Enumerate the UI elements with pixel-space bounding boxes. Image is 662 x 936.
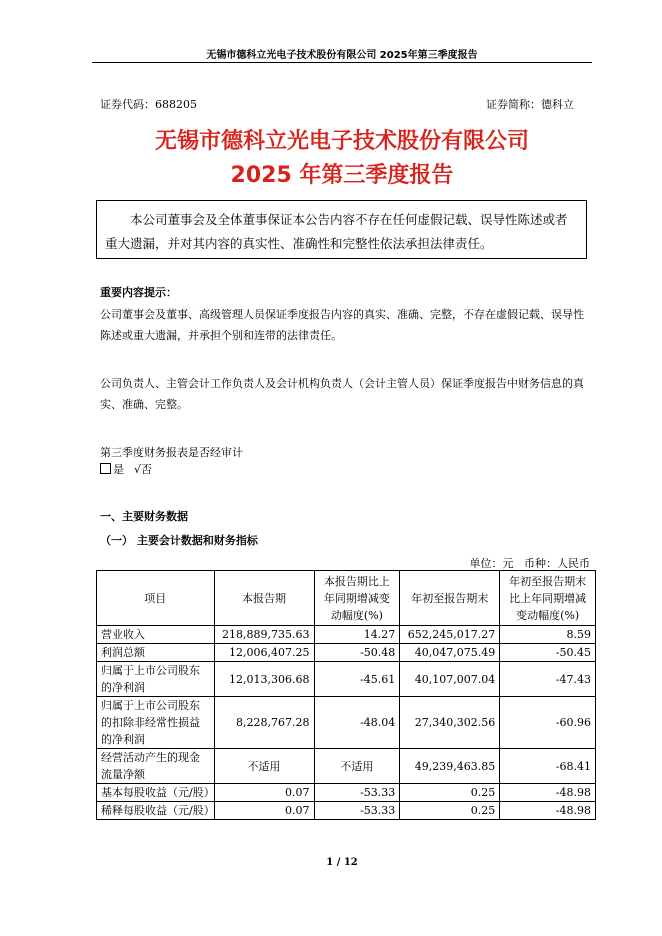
- report-title: 2025 年第三季度报告: [230, 163, 454, 188]
- option-yes: [100, 461, 124, 477]
- table-row: [97, 784, 596, 802]
- row-label: 归属于上市公司股东的扣除非经常性损益的净利润: [97, 697, 215, 749]
- row-label: 经营活动产生的现金流量净额: [97, 749, 215, 784]
- cell-value: 40,047,075.49: [400, 644, 500, 662]
- running-header: 无锡市德科立光电子技术股份有限公司 2025年第三季度报告: [206, 50, 478, 61]
- row-label: 利润总额: [97, 644, 215, 662]
- row-label: 归属于上市公司股东的净利润: [97, 662, 215, 697]
- row-label: 营业收入: [97, 626, 215, 644]
- table-row: [97, 697, 596, 749]
- cell-value: 652,245,017.27: [400, 626, 500, 644]
- security-code: 证券代码：688205: [100, 98, 197, 111]
- header-current-change: 本报告期比上年同期增减变动幅度(%): [314, 571, 400, 626]
- table-header-row: [97, 571, 596, 626]
- cell-value: -50.45: [500, 644, 596, 662]
- table-row: [97, 802, 596, 820]
- board-notice-box: 本公司董事会及全体董事保证本公告内容不存在任何虚假记载、误导性陈述或者重大遗漏，并对其内容的真实性、准确性和完整性依法承担法律责任。: [96, 200, 587, 259]
- cell-value: 8.59: [500, 626, 596, 644]
- currency-label: 币种：人民币: [524, 557, 590, 570]
- important-heading: 重要内容提示：: [100, 286, 177, 299]
- cell-value: -68.41: [500, 749, 596, 784]
- financial-data-table: [96, 570, 596, 820]
- header-ytd: 年初至报告期末: [400, 571, 500, 626]
- audit-question: 第三季度财务报表是否经审计: [100, 446, 243, 459]
- important-paragraph-1: 公司董事会及董事、高级管理人员保证季度报告内容的真实、准确、完整，不存在虚假记载、误导性陈述或重大遗漏，并承担个别和连带的法律责任。: [100, 308, 584, 342]
- table-row: [97, 662, 596, 697]
- table-row: [97, 749, 596, 784]
- header-ytd-change: 年初至报告期末比上年同期增减变动幅度(%): [500, 571, 596, 626]
- option-no-label: √否: [134, 463, 153, 476]
- cell-value: -47.43: [500, 662, 596, 697]
- audit-options: [100, 461, 152, 477]
- cell-value: 27,340,302.56: [400, 697, 500, 749]
- cell-value: 不适用: [314, 749, 400, 784]
- cell-value: -48.98: [500, 784, 596, 802]
- checkbox-icon: [100, 463, 111, 474]
- subsection-heading: （一） 主要会计数据和财务指标: [100, 534, 258, 547]
- header-current-period: 本报告期: [214, 571, 314, 626]
- section-heading: 一、主要财务数据: [100, 510, 188, 523]
- cell-value: 0.25: [400, 784, 500, 802]
- header-item: 项目: [97, 571, 215, 626]
- cell-value: -48.04: [314, 697, 400, 749]
- table-row: [97, 626, 596, 644]
- cell-value: -48.98: [500, 802, 596, 820]
- cell-value: 8,228,767.28: [214, 697, 314, 749]
- header-divider: [92, 62, 592, 63]
- important-paragraph-2: 公司负责人、主管会计工作负责人及会计机构负责人（会计主管人员）保证季度报告中财务信息的真实、准确、完整。: [100, 377, 584, 411]
- cell-value: 12,006,407.25: [214, 644, 314, 662]
- cell-value: 49,239,463.85: [400, 749, 500, 784]
- cell-value: 0.25: [400, 802, 500, 820]
- unit-label: 单位：元: [469, 557, 514, 570]
- cell-value: -50.48: [314, 644, 400, 662]
- cell-value: 40,107,007.04: [400, 662, 500, 697]
- option-yes-label: 是: [113, 463, 124, 476]
- security-abbreviation: 证券简称：德科立: [486, 98, 574, 111]
- unit-currency-row: [400, 555, 590, 571]
- cell-value: -60.96: [500, 697, 596, 749]
- row-label: 基本每股收益（元/股）: [97, 784, 215, 802]
- cell-value: -53.33: [314, 784, 400, 802]
- cell-value: 0.07: [214, 784, 314, 802]
- cell-value: 不适用: [214, 749, 314, 784]
- cell-value: 14.27: [314, 626, 400, 644]
- cell-value: -53.33: [314, 802, 400, 820]
- page-number: 1 / 12: [326, 857, 358, 868]
- cell-value: -45.61: [314, 662, 400, 697]
- cell-value: 12,013,306.68: [214, 662, 314, 697]
- row-label: 稀释每股收益（元/股）: [97, 802, 215, 820]
- cell-value: 0.07: [214, 802, 314, 820]
- cell-value: 218,889,735.63: [214, 626, 314, 644]
- company-title: 无锡市德科立光电子技术股份有限公司: [154, 129, 529, 154]
- table-row: [97, 644, 596, 662]
